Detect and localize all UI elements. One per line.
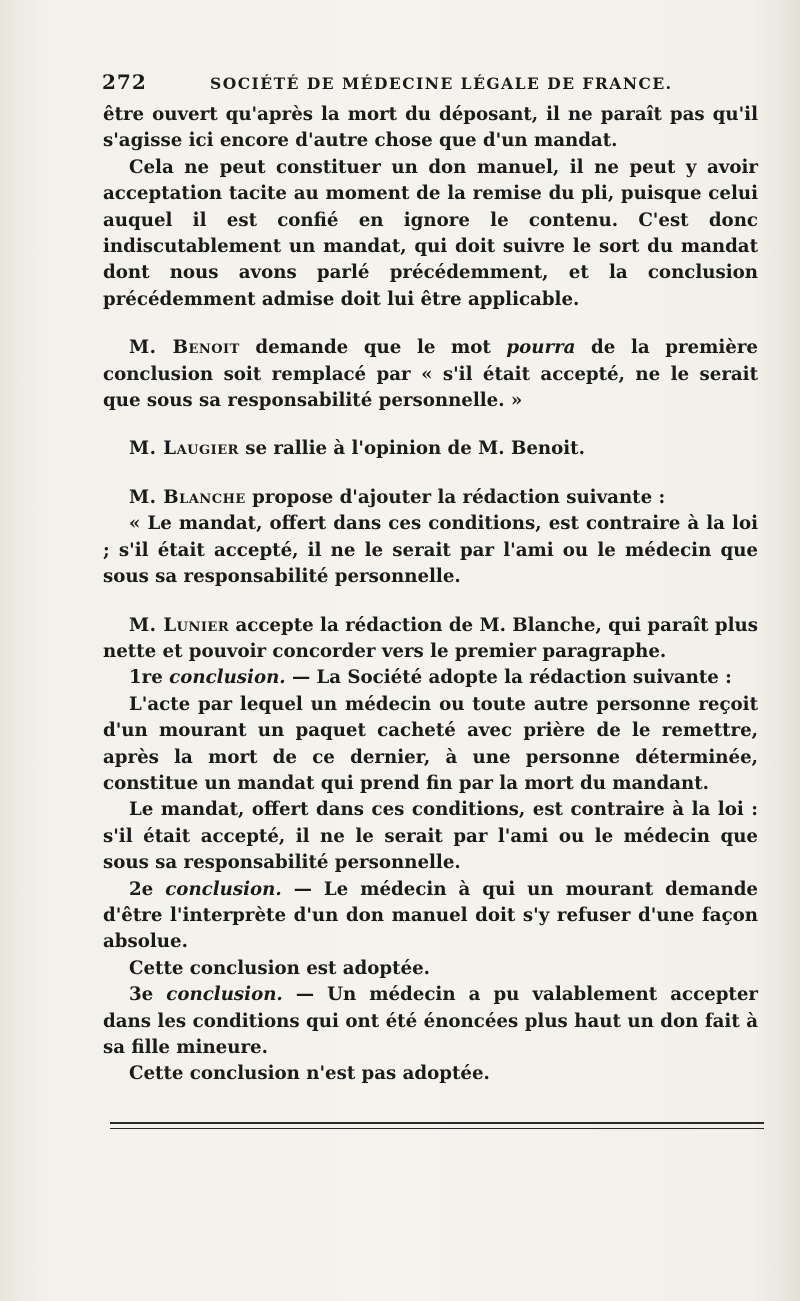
paragraph: Le mandat, offert dans ces conditions, est contraire à la loi : s'il était accepté, il ne le serait par l'ami ou le médecin que sous sa responsabilité personnelle. xyxy=(103,799,758,874)
conclusion-label: conclusion. xyxy=(165,878,282,900)
paragraph: Cette conclusion n'est pas adoptée. xyxy=(129,1063,490,1085)
section-divider xyxy=(110,1122,764,1124)
running-head: SOCIÉTÉ DE MÉDECINE LÉGALE DE FRANCE. xyxy=(210,74,673,93)
conclusion-label: conclusion. xyxy=(166,984,283,1006)
paragraph: 3e conclusion. — Un médecin a pu valablement accepter dans les conditions qui ont été énoncées plus haut un don fait à sa fille mineure. xyxy=(103,984,758,1058)
page-header xyxy=(102,70,760,94)
body-text xyxy=(103,102,758,1088)
paragraph: être ouvert qu'après la mort du déposant, il ne paraît pas qu'il s'agisse ici encore d'autre chose que d'un mandat. xyxy=(103,104,758,152)
conclusion-ordinal: 2e xyxy=(129,878,154,900)
conclusion-ordinal: 1re xyxy=(129,667,163,689)
paragraph: Cette conclusion est adoptée. xyxy=(129,957,430,979)
paragraph: M. Lunier accepte la rédaction de M. Blanche, qui paraît plus nette et pouvoir concorder vers le premier paragraphe. xyxy=(103,614,758,662)
paragraph: 1re conclusion. — La Société adopte la rédaction suivante : xyxy=(129,667,732,689)
speaker-name: M. Blanche xyxy=(129,486,246,508)
speaker-name: M. Lunier xyxy=(129,614,230,636)
conclusion-label: conclusion. xyxy=(169,667,286,689)
speaker-name: M. Benoit xyxy=(129,337,240,359)
paragraph: « Le mandat, offert dans ces conditions, est contraire à la loi ; s'il était accepté, il ne le serait par l'ami ou le médecin que sous sa responsabilité personnelle. xyxy=(103,513,758,588)
section-divider xyxy=(110,1128,764,1129)
paragraph: Cela ne peut constituer un don manuel, il ne peut y avoir acceptation tacite au moment de la remise du pli, puisque celui auquel il est confié en ignore le contenu. C'est donc indiscutablement un mandat, qui doit suivre le sort du mandat dont nous avons parlé précédemment, et la conclusion précédemment admise doit lui être applicable. xyxy=(103,156,758,310)
speaker-name: M. Laugier xyxy=(129,438,239,460)
paragraph: M. Benoit demande que le mot pourra de la première conclusion soit remplacé par « s'il était accepté, ne le serait que sous sa responsabilité personnelle. » xyxy=(103,337,758,412)
paragraph: M. Blanche propose d'ajouter la rédaction suivante : xyxy=(129,486,666,508)
paragraph: L'acte par lequel un médecin ou toute autre personne reçoit d'un mourant un paquet cacheté avec prière de le remettre, après la mort de ce dernier, à une personne déterminée, constitue un mandat qui prend fin par la mort du mandant. xyxy=(103,693,758,794)
paragraph: M. Laugier se rallie à l'opinion de M. Benoit. xyxy=(129,438,585,460)
paragraph: 2e conclusion. — Le médecin à qui un mourant demande d'être l'interprète d'un don manuel doit s'y refuser d'une façon absolue. xyxy=(103,878,758,953)
emphasis: pourra xyxy=(506,337,576,359)
page-number: 272 xyxy=(102,70,147,94)
conclusion-ordinal: 3e xyxy=(129,984,154,1006)
